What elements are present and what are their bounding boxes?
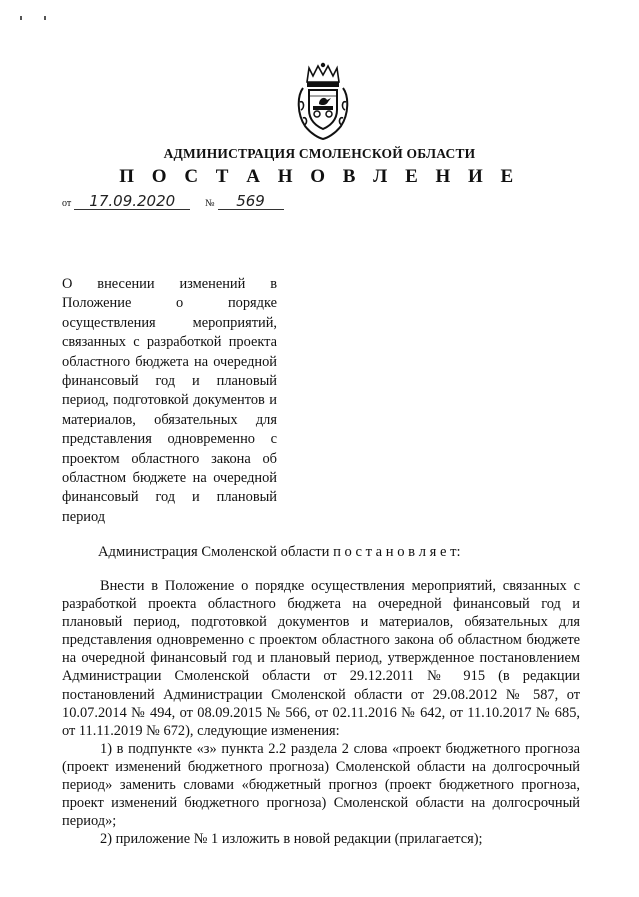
document-subject: О внесении изменений в Положение о порядке осуществления мероприятий, связанных с разработкой проекта областного бюджета на очередной финансовый год и плановый период, подготовкой документов и материалов, обязательных для представления одновременно с проектом областного закона об областном бюджете на очередной финансовый год и плановый период xyxy=(62,276,277,525)
document-number xyxy=(205,194,284,210)
scan-mark xyxy=(44,16,46,20)
smolensk-coat-of-arms-icon xyxy=(295,62,351,140)
document-date xyxy=(62,194,190,210)
resolution-intro: Администрация Смоленской области п о с т а н о в л я е т: xyxy=(98,544,461,560)
paragraph-item-2: 2) приложение № 1 изложить в новой редакции (прилагается); xyxy=(100,831,483,847)
paragraph-item-1: 1) в подпункте «з» пункта 2.2 раздела 2 слова «проект бюджетного прогноза (проект изменений бюджетного прогноза) Смоленской области на долгосрочный период» заменить словами «бюджетный прогноз (проект бюджетного прогноза, проект изменений бюджетного прогноза) Смоленской области на долгосрочный период»; xyxy=(62,741,580,830)
organization-name: АДМИНИСТРАЦИЯ СМОЛЕНСКОЙ ОБЛАСТИ xyxy=(163,146,476,161)
document-type-title: П О С Т А Н О В Л Е Н И Е xyxy=(119,166,520,187)
date-label: от xyxy=(62,198,72,209)
date-value: 17.09.2020 xyxy=(74,194,190,210)
scan-mark xyxy=(20,16,22,20)
number-value: 569 xyxy=(218,194,284,210)
number-label: № xyxy=(205,198,215,209)
paragraph-main: Внести в Положение о порядке осуществления мероприятий, связанных с разработкой проекта областного бюджета на очередной финансовый год и плановый период, подготовкой документов и материалов, обязательных для представления одновременно с проектом областного закона об областном бюджете на очередной финансовый год и плановый период, утвержденное постановлением Администрации Смоленской области от 29.12.2011 № 915 (в редакции постановлений Администрации Смоленской области от 29.08.2012 № 587, от 10.07.2014 № 494, от 08.09.2015 № 566, от 02.11.2016 № 642, от 11.10.2017 № 685, от 11.11.2019 № 672), следующие изменения: xyxy=(62,578,580,739)
